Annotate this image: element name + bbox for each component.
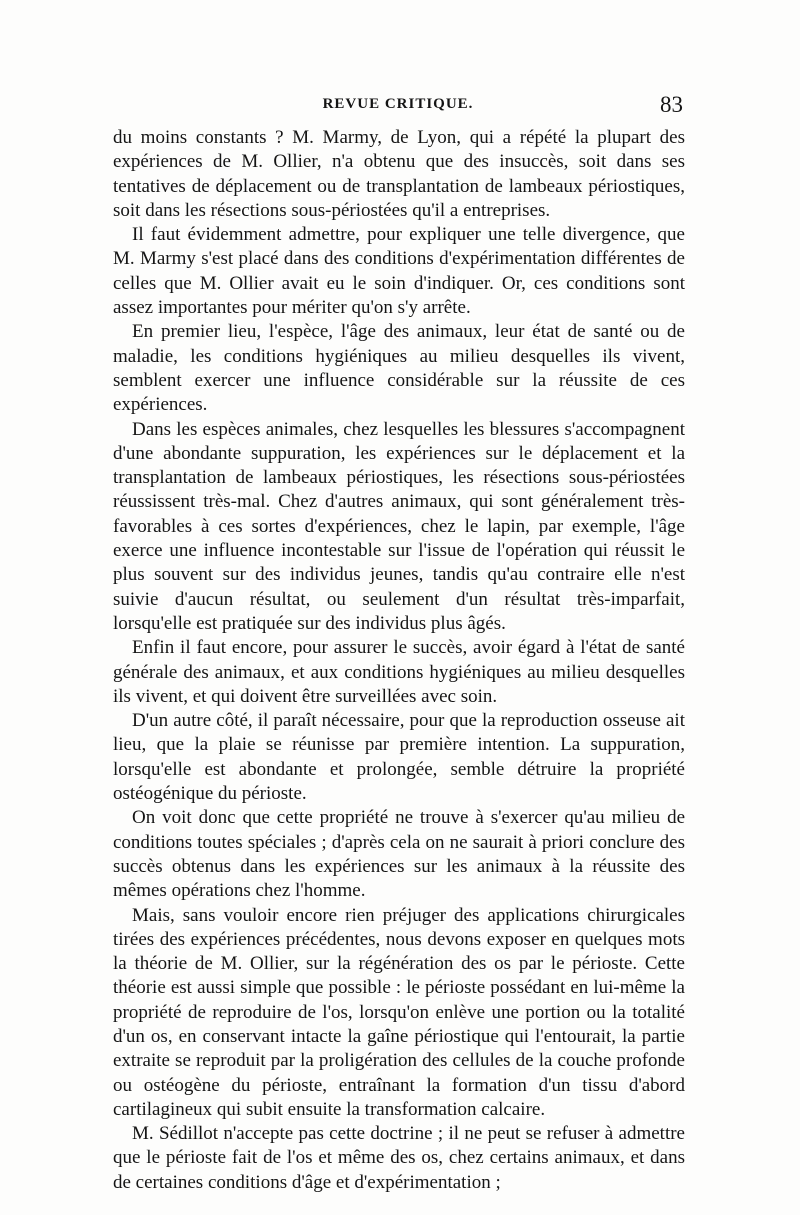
paragraph-2: Il faut évidemment admettre, pour expliquer une telle divergence, que M. Marmy s'est placé dans des conditions d'expérimentation différentes de celles que M. Ollier avait eu le soin d'indiquer. Or, ces conditions sont assez importantes pour mériter qu'on s'y arrête. bbox=[113, 224, 685, 319]
page-header bbox=[113, 92, 683, 122]
paragraph-5: Enfin il faut encore, pour assurer le succès, avoir égard à l'état de santé générale des animaux, et aux conditions hygiéniques au milieu desquelles ils vivent, et qui doivent être surveillées avec soin. bbox=[113, 637, 685, 707]
page-number: 83 bbox=[660, 92, 683, 117]
paragraph-7: On voit donc que cette propriété ne trouve à s'exercer qu'au milieu de conditions toutes spéciales ; d'après cela on ne saurait à priori conclure des succès obtenus dans les expériences sur les animaux à la réussite des mêmes opérations chez l'homme. bbox=[113, 807, 685, 902]
body-text bbox=[113, 126, 685, 1195]
paragraph-9: M. Sédillot n'accepte pas cette doctrine ; il ne peut se refuser à admettre que le périoste fait de l'os et même des os, chez certains animaux, et dans de certaines conditions d'âge et d'expérimentation ; bbox=[113, 1123, 685, 1193]
paragraph-1: du moins constants ? M. Marmy, de Lyon, qui a répété la plupart des expériences de M. Ollier, n'a obtenu que des insuccès, soit dans ses tentatives de déplacement ou de transplantation de lambeaux périostiques, soit dans les résections sous-périostées qu'il a entreprises. bbox=[113, 127, 685, 221]
paragraph-4: Dans les espèces animales, chez lesquelles les blessures s'accompagnent d'une abondante suppuration, les expériences sur le déplacement et la transplantation de lambeaux périostiques, les résections sous-périostées réussissent très-mal. Chez d'autres animaux, qui sont généralement très-favorables à ces sortes d'expériences, chez le lapin, par exemple, l'âge exerce une influence incontestable sur l'issue de l'opération qui réussit le plus souvent sur des individus jeunes, tandis qu'au contraire elle n'est suivie d'aucun résultat, ou seulement d'un résultat très-imparfait, lorsqu'elle est pratiquée sur des individus plus âgés. bbox=[113, 418, 685, 634]
paragraph-6: D'un autre côté, il paraît nécessaire, pour que la reproduction osseuse ait lieu, que la plaie se réunisse par première intention. La suppuration, lorsqu'elle est abondante et prolongée, semble détruire la propriété ostéogénique du périoste. bbox=[113, 710, 685, 805]
paragraph-3: En premier lieu, l'espèce, l'âge des animaux, leur état de santé ou de maladie, les conditions hygiéniques au milieu desquelles ils vivent, semblent exercer une influence considérable sur la réussite de ces expériences. bbox=[113, 321, 685, 416]
running-head: REVUE CRITIQUE. bbox=[322, 96, 474, 112]
paragraph-8: Mais, sans vouloir encore rien préjuger des applications chirurgicales tirées des expériences précédentes, nous devons exposer en quelques mots la théorie de M. Ollier, sur la régénération des os par le périoste. Cette théorie est aussi simple que possible : le périoste possédant en lui-même la propriété de reproduire de l'os, lorsqu'on enlève une portion ou la totalité d'un os, en conservant intacte la gaîne périostique qui l'entourait, la partie extraite se reproduit par la proligération des cellules de la couche profonde ou ostéogène du périoste, entraînant la formation d'un tissu d'abord cartilagineux qui subit ensuite la transformation calcaire. bbox=[113, 904, 685, 1120]
